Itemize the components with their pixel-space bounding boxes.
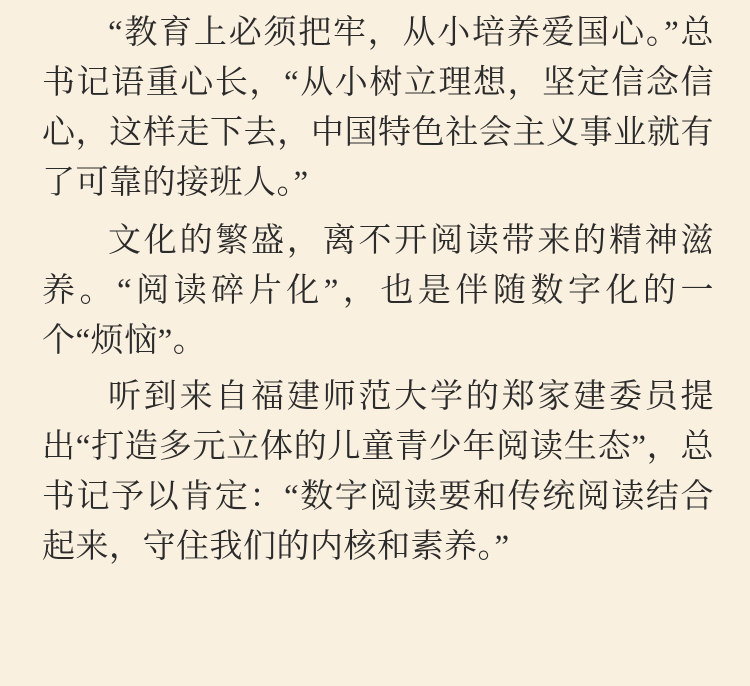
paragraph-2: 文化的繁盛，离不开阅读带来的精神滋养。“阅读碎片化”，也是伴随数字化的一个“烦恼”。: [42, 223, 714, 359]
paragraph-1: “教育上必须把牢，从小培养爱国心。”总书记语重心长，“从小树立理想，坚定信念信心，这样走下去，中国特色社会主义事业就有了可靠的接班人。”: [42, 15, 714, 201]
paragraph-3: 听到来自福建师范大学的郑家建委员提出“打造多元立体的儿童青少年阅读生态”，总书记予以肯定：“数字阅读要和传统阅读结合起来，守住我们的内核和素养。”: [42, 379, 714, 565]
article-body: [42, 8, 714, 572]
